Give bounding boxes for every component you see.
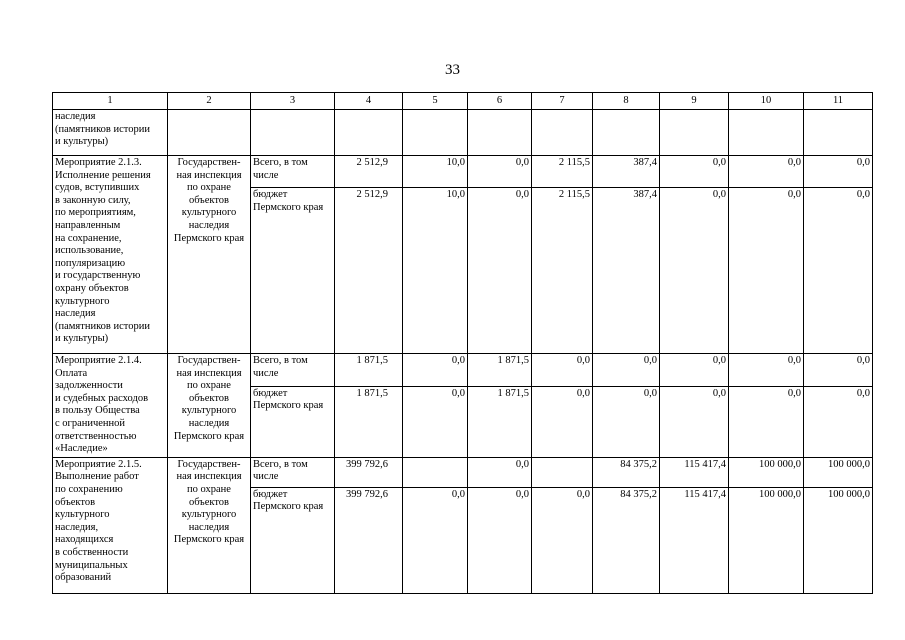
empty-cell bbox=[532, 110, 593, 156]
amount-cell: 1 871,5 bbox=[468, 354, 532, 387]
amount-cell: 1 871,5 bbox=[468, 386, 532, 457]
amount-cell: 0,0 bbox=[729, 188, 804, 354]
amount-cell: 0,0 bbox=[532, 386, 593, 457]
amount-cell: 1 871,5 bbox=[335, 354, 403, 387]
amount-cell: 84 375,2 bbox=[593, 457, 660, 487]
empty-cell bbox=[335, 110, 403, 156]
amount-cell: 0,0 bbox=[468, 156, 532, 188]
empty-cell bbox=[168, 110, 251, 156]
amount-cell: 0,0 bbox=[468, 487, 532, 593]
amount-cell: 0,0 bbox=[804, 354, 873, 387]
table-row bbox=[53, 457, 873, 487]
continuation-row bbox=[53, 110, 873, 156]
amount-cell: 0,0 bbox=[532, 354, 593, 387]
amount-cell: 10,0 bbox=[403, 156, 468, 188]
amount-cell: 0,0 bbox=[660, 188, 729, 354]
amount-cell: 0,0 bbox=[804, 188, 873, 354]
activity-name: Мероприятие 2.1.4. Оплата задолженности и судебных расходов в пользу Общества с ограниченной ответственностью «Наследие» bbox=[53, 354, 168, 458]
column-header: 1 bbox=[53, 93, 168, 110]
amount-cell: 2 115,5 bbox=[532, 156, 593, 188]
amount-cell bbox=[532, 457, 593, 487]
amount-cell: 0,0 bbox=[593, 386, 660, 457]
amount-cell: 84 375,2 bbox=[593, 487, 660, 593]
amount-cell: 0,0 bbox=[403, 487, 468, 593]
amount-cell: 0,0 bbox=[403, 354, 468, 387]
amount-cell: 0,0 bbox=[660, 354, 729, 387]
amount-cell: 2 512,9 bbox=[335, 188, 403, 354]
amount-cell: 399 792,6 bbox=[335, 457, 403, 487]
amount-cell: 0,0 bbox=[468, 188, 532, 354]
amount-cell: 0,0 bbox=[804, 386, 873, 457]
empty-cell bbox=[403, 110, 468, 156]
amount-cell: 115 417,4 bbox=[660, 487, 729, 593]
amount-cell: 0,0 bbox=[729, 156, 804, 188]
column-header: 6 bbox=[468, 93, 532, 110]
funding-source: бюджет Пермского края bbox=[251, 386, 335, 457]
amount-cell: 0,0 bbox=[660, 386, 729, 457]
column-header: 10 bbox=[729, 93, 804, 110]
funding-source: Всего, в том числе bbox=[251, 457, 335, 487]
funding-source: бюджет Пермского края bbox=[251, 487, 335, 593]
amount-cell: 2 512,9 bbox=[335, 156, 403, 188]
activity-name: Мероприятие 2.1.5. Выполнение работ по сохранению объектов культурного наследия, находящихся в собственности муниципальных образований bbox=[53, 457, 168, 593]
amount-cell: 0,0 bbox=[532, 487, 593, 593]
amount-cell bbox=[403, 457, 468, 487]
amount-cell: 0,0 bbox=[660, 156, 729, 188]
column-header: 3 bbox=[251, 93, 335, 110]
column-header: 9 bbox=[660, 93, 729, 110]
funding-source: Всего, в том числе bbox=[251, 156, 335, 188]
column-header: 2 bbox=[168, 93, 251, 110]
budget-table bbox=[52, 92, 873, 594]
empty-cell bbox=[804, 110, 873, 156]
amount-cell: 0,0 bbox=[403, 386, 468, 457]
amount-cell: 2 115,5 bbox=[532, 188, 593, 354]
executor: Государствен- ная инспекция по охране объектов культурного наследия Пермского края bbox=[168, 457, 251, 593]
amount-cell: 399 792,6 bbox=[335, 487, 403, 593]
activity-name-continued: наследия (памятников истории и культуры) bbox=[53, 110, 168, 156]
amount-cell: 100 000,0 bbox=[804, 457, 873, 487]
amount-cell: 0,0 bbox=[729, 386, 804, 457]
amount-cell: 0,0 bbox=[729, 354, 804, 387]
table-row bbox=[53, 354, 873, 387]
amount-cell: 100 000,0 bbox=[729, 457, 804, 487]
amount-cell: 10,0 bbox=[403, 188, 468, 354]
amount-cell: 100 000,0 bbox=[729, 487, 804, 593]
activity-name: Мероприятие 2.1.3. Исполнение решения судов, вступивших в законную силу, по мероприятиям, направленным на сохранение, использование, популяризацию и государственную охрану объектов культурного наследия (памятников истории и культуры) bbox=[53, 156, 168, 354]
table-row bbox=[53, 156, 873, 188]
empty-cell bbox=[729, 110, 804, 156]
amount-cell: 0,0 bbox=[593, 354, 660, 387]
amount-cell: 387,4 bbox=[593, 156, 660, 188]
column-header: 5 bbox=[403, 93, 468, 110]
empty-cell bbox=[251, 110, 335, 156]
amount-cell: 115 417,4 bbox=[660, 457, 729, 487]
header-row bbox=[53, 93, 873, 110]
amount-cell: 387,4 bbox=[593, 188, 660, 354]
column-header: 8 bbox=[593, 93, 660, 110]
executor: Государствен- ная инспекция по охране объектов культурного наследия Пермского края bbox=[168, 156, 251, 354]
empty-cell bbox=[468, 110, 532, 156]
empty-cell bbox=[593, 110, 660, 156]
column-header: 7 bbox=[532, 93, 593, 110]
funding-source: Всего, в том числе bbox=[251, 354, 335, 387]
executor: Государствен- ная инспекция по охране объектов культурного наследия Пермского края bbox=[168, 354, 251, 458]
page-number: 33 bbox=[445, 62, 460, 78]
amount-cell: 0,0 bbox=[804, 156, 873, 188]
column-header: 4 bbox=[335, 93, 403, 110]
amount-cell: 0,0 bbox=[468, 457, 532, 487]
amount-cell: 100 000,0 bbox=[804, 487, 873, 593]
funding-source: бюджет Пермского края bbox=[251, 188, 335, 354]
amount-cell: 1 871,5 bbox=[335, 386, 403, 457]
column-header: 11 bbox=[804, 93, 873, 110]
empty-cell bbox=[660, 110, 729, 156]
